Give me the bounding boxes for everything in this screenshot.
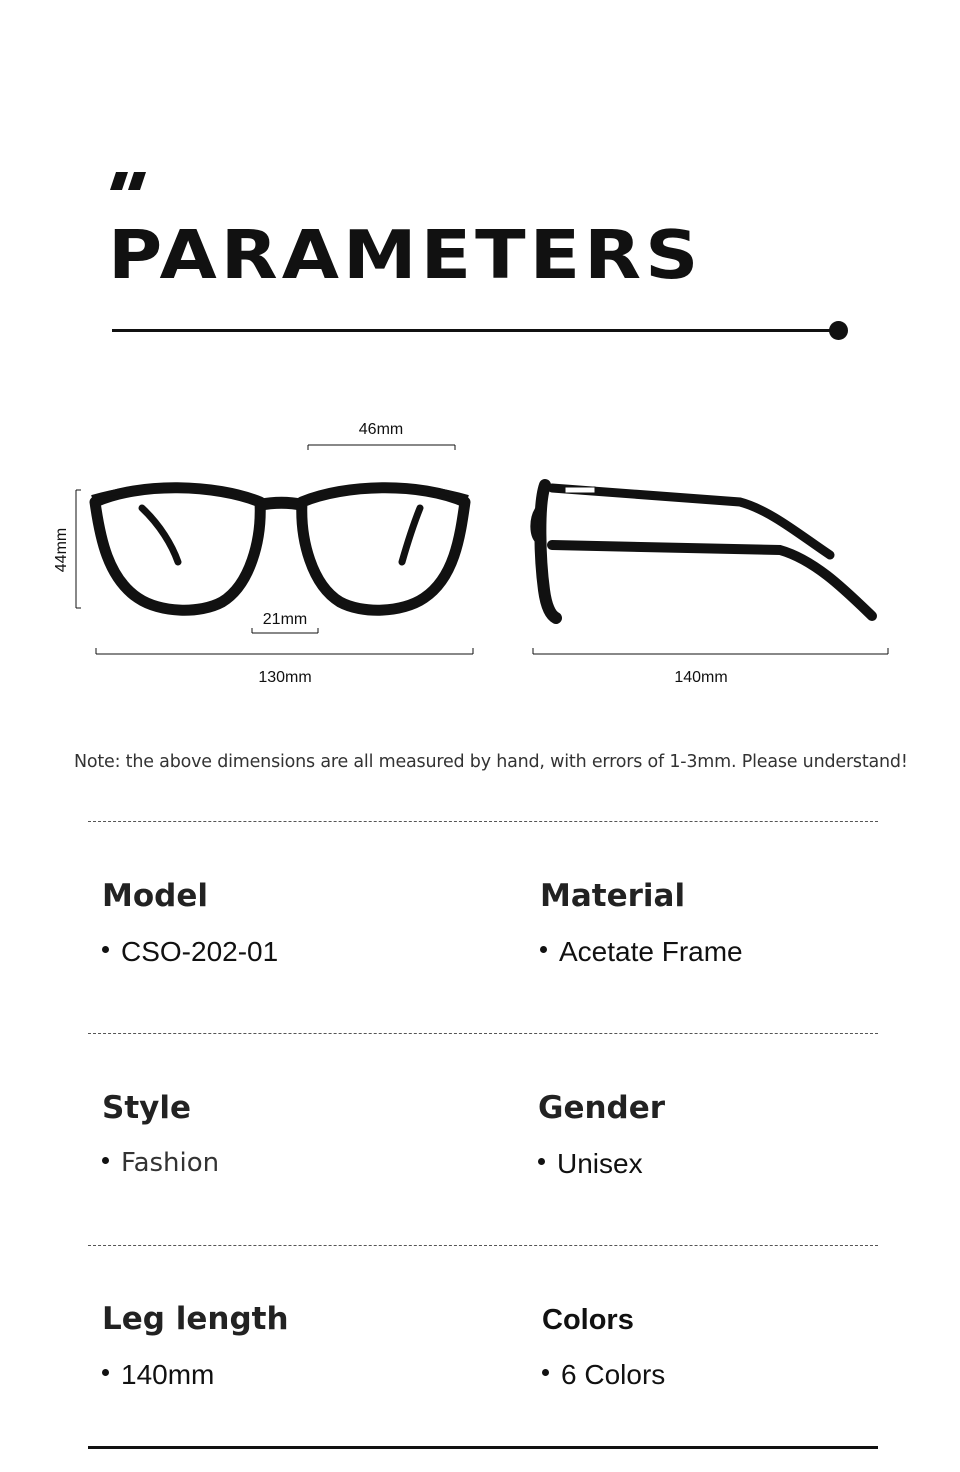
spec-leg-length: [102, 1301, 482, 1391]
spec-gender: [538, 1090, 918, 1180]
temple-length-label: 140mm: [674, 669, 728, 686]
title-underline-dot: [829, 321, 848, 340]
bridge-dimension: [252, 611, 318, 633]
glasses-dimension-diagram: [0, 410, 960, 700]
quote-mark-icon: [110, 172, 150, 194]
spec-model: [102, 878, 482, 968]
spec-value: 140mm: [121, 1359, 215, 1390]
spec-value: Acetate Frame: [559, 936, 743, 967]
bullet-icon: [542, 1369, 549, 1376]
bullet-icon: [102, 1369, 109, 1376]
glasses-side-view: [534, 485, 872, 618]
spec-label: Model: [102, 878, 208, 914]
spec-value: 6 Colors: [561, 1359, 666, 1390]
bullet-icon: [538, 1158, 545, 1165]
spec-label: Gender: [538, 1090, 666, 1126]
glasses-front-view: [92, 486, 468, 610]
spec-material: [540, 878, 920, 968]
lens-height-dimension: [53, 490, 81, 608]
temple-length-dimension: [533, 648, 888, 686]
bullet-icon: [540, 946, 547, 953]
bottom-rule: [88, 1446, 878, 1449]
bridge-label: 21mm: [262, 611, 308, 628]
bullet-icon: [102, 946, 109, 953]
spec-value: Fashion: [121, 1148, 220, 1178]
title-underline: [112, 329, 834, 332]
lens-width-label: 46mm: [358, 421, 404, 438]
frame-width-label: 130mm: [258, 669, 312, 686]
measurement-note: Note: the above dimensions are all measured by hand, with errors of 1-3mm. Please understand!: [74, 752, 908, 772]
spec-label: Material: [540, 878, 686, 914]
spec-style: [102, 1090, 482, 1178]
lens-width-dimension: [308, 421, 455, 450]
divider: [88, 1245, 878, 1246]
spec-label: Colors: [542, 1304, 634, 1336]
spec-colors: [542, 1304, 922, 1391]
bullet-icon: [102, 1157, 109, 1164]
spec-value: CSO-202-01: [121, 936, 279, 967]
spec-label: Leg length: [102, 1301, 289, 1337]
spec-label: Style: [102, 1090, 192, 1126]
lens-height-label: 44mm: [53, 527, 70, 573]
divider: [88, 821, 878, 822]
frame-width-dimension: [96, 648, 473, 686]
spec-value: Unisex: [557, 1148, 643, 1179]
page-title: PARAMETERS: [108, 216, 703, 294]
divider: [88, 1033, 878, 1034]
